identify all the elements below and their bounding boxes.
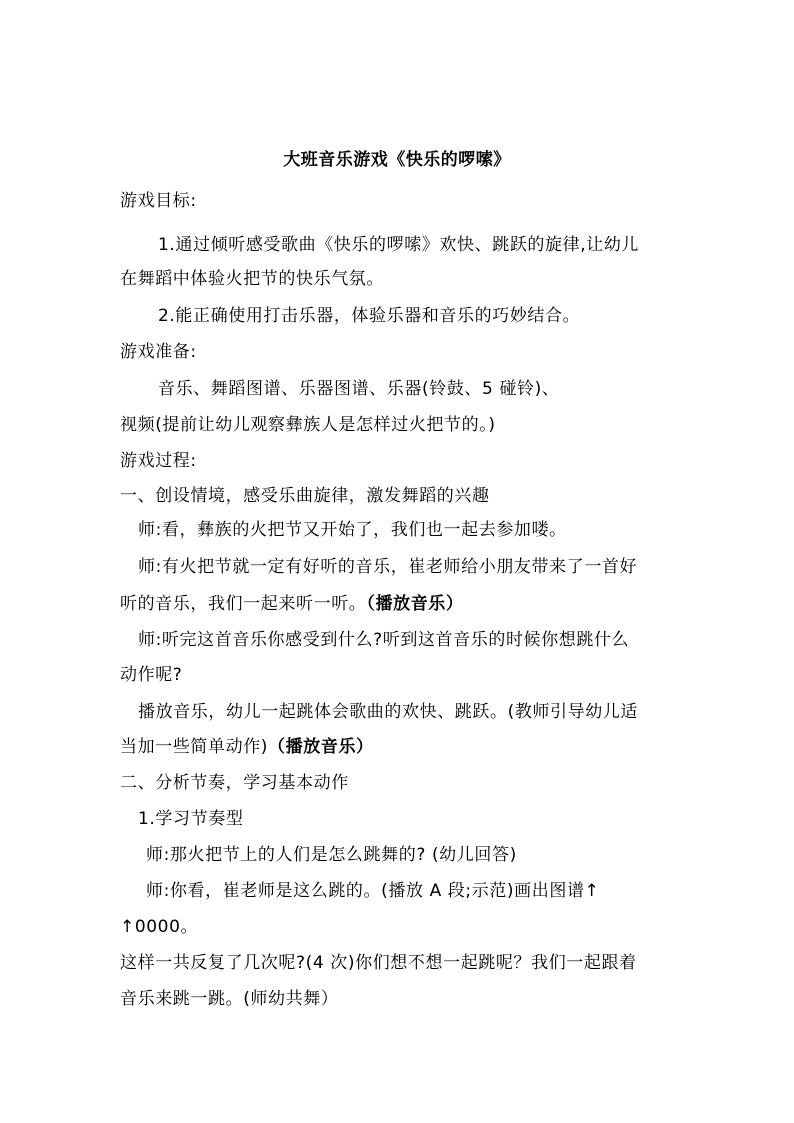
goal-2: 2.能正确使用打击乐器，体验乐器和音乐的巧妙结合。 [158, 306, 581, 326]
paragraph-4-text: 当加一些简单动作) [120, 737, 269, 757]
paragraph-4-line-1: 播放音乐，幼儿一起跳体会歌曲的欢快、跳跃。(教师引导幼儿适 [138, 702, 639, 722]
section-1-heading: 一、创设情境，感受乐曲旋律，激发舞蹈的兴趣 [120, 486, 490, 506]
paragraph-3-line-2: 动作呢? [120, 665, 183, 685]
process-heading: 游戏过程: [120, 451, 197, 471]
goal-1-line-1: 1.通过倾听感受歌曲《快乐的啰嗦》欢快、跳跃的旋律,让幼儿 [158, 235, 640, 255]
question-2-line-2: ↑0000。 [120, 917, 199, 937]
question-3-line-1: 这样一共反复了几次呢?(4 次)你们想不想一起跳呢？我们一起跟着 [120, 953, 637, 973]
paragraph-2-line-1: 师:有火把节就一定有好听的音乐，崔老师给小朋友带来了一首好 [138, 557, 638, 577]
goal-1-line-2: 在舞蹈中体验火把节的快乐气氛。 [120, 269, 384, 289]
paragraph-1: 师:看，彝族的火把节又开始了，我们也一起去参加喽。 [138, 520, 567, 540]
section-2-heading: 二、分析节奏，学习基本动作 [120, 773, 349, 793]
paragraph-2-text: 听的音乐，我们一起来听一听。 [120, 594, 367, 614]
prep-line-1: 音乐、舞蹈图谱、乐器图谱、乐器(铃鼓、5 碰铃)、 [158, 379, 560, 399]
question-2-line-1: 师:你看，崔老师是这么跳的。(播放 A 段;示范)画出图谱↑ [146, 881, 600, 901]
prep-line-2: 视频(提前让幼儿观察彝族人是怎样过火把节的。) [120, 415, 496, 435]
prep-heading: 游戏准备: [120, 342, 197, 362]
document-title: 大班音乐游戏《快乐的啰嗦》 [283, 150, 511, 170]
paragraph-4-line-2 [120, 732, 374, 762]
goal-heading: 游戏目标: [120, 191, 197, 211]
paragraph-3-line-1: 师:听完这首音乐你感受到什么?听到这首音乐的时候你想跳什么 [138, 630, 630, 650]
subsection-1-heading: 1.学习节奏型 [138, 809, 244, 829]
question-3-line-2: 音乐来跳一跳。(师幼共舞） [120, 989, 339, 1009]
question-1: 师:那火把节上的人们是怎么跳舞的? (幼儿回答) [146, 845, 517, 865]
play-music-note: （播放音乐） [366, 594, 464, 614]
play-music-note-2: （播放音乐） [268, 737, 374, 757]
paragraph-2-line-2 [120, 589, 464, 619]
